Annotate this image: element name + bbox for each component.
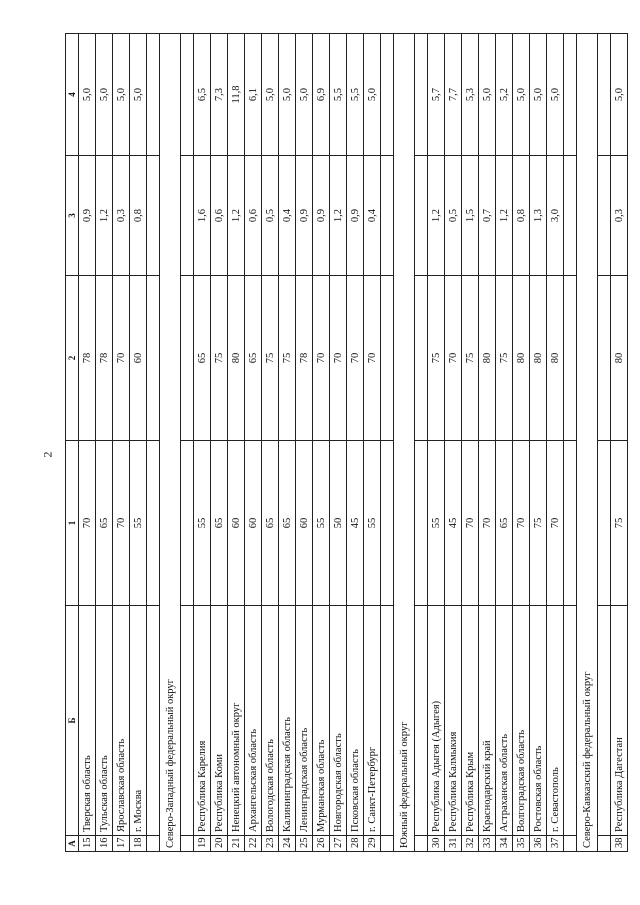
column-header: Б: [66, 606, 79, 836]
region-name: Вологодская область: [262, 606, 279, 836]
region-name: Ярославская область: [113, 606, 130, 836]
value-col-4: 5,3: [462, 34, 479, 156]
column-header: 2: [66, 276, 79, 441]
region-name: Тверская область: [79, 606, 96, 836]
value-col-2: 70: [113, 276, 130, 441]
table-row: [113, 34, 130, 852]
row-number: 36: [530, 836, 547, 852]
row-number: 38: [611, 836, 628, 852]
row-number: 19: [194, 836, 211, 852]
table-row: [330, 34, 347, 852]
region-name: г. Москва: [130, 606, 147, 836]
value-col-2: 65: [245, 276, 262, 441]
row-number: 22: [245, 836, 262, 852]
region-name: Республика Адыгея (Адыгея): [428, 606, 445, 836]
value-col-4: 5,0: [262, 34, 279, 156]
value-col-1: 55: [313, 441, 330, 606]
row-number: 32: [462, 836, 479, 852]
value-col-4: 5,0: [130, 34, 147, 156]
value-col-1: 50: [330, 441, 347, 606]
value-col-2: 75: [428, 276, 445, 441]
value-col-4: 5,0: [79, 34, 96, 156]
value-col-4: 5,0: [547, 34, 564, 156]
row-number: 27: [330, 836, 347, 852]
value-col-3: 0,8: [513, 156, 530, 276]
value-col-1: 70: [113, 441, 130, 606]
value-col-3: 0,5: [445, 156, 462, 276]
spacer-row: [381, 34, 394, 852]
row-number: 26: [313, 836, 330, 852]
empty-cell: [147, 606, 160, 836]
value-col-1: 65: [262, 441, 279, 606]
value-col-1: 70: [513, 441, 530, 606]
table-row: [445, 34, 462, 852]
table-container: [65, 34, 625, 852]
spacer-row: [598, 34, 611, 852]
section-row: [160, 34, 181, 852]
value-col-2: 65: [194, 276, 211, 441]
value-col-2: 70: [364, 276, 381, 441]
value-col-1: 70: [462, 441, 479, 606]
value-col-3: 1,2: [428, 156, 445, 276]
region-name: Ленинградская область: [296, 606, 313, 836]
value-col-4: 5,0: [296, 34, 313, 156]
region-name: Новгородская область: [330, 606, 347, 836]
table-row: [313, 34, 330, 852]
region-name: Архангельская область: [245, 606, 262, 836]
table-row: [296, 34, 313, 852]
section-title: Северо-Западный федеральный округ: [160, 34, 181, 852]
page-number: 2: [40, 451, 55, 458]
value-col-3: 0,9: [313, 156, 330, 276]
value-col-3: 0,4: [279, 156, 296, 276]
empty-cell: [598, 34, 611, 156]
region-name: Астраханская область: [496, 606, 513, 836]
row-number: 35: [513, 836, 530, 852]
section-title: Северо-Кавказский федеральный округ: [577, 34, 598, 852]
empty-cell: [381, 606, 394, 836]
value-col-3: 1,6: [194, 156, 211, 276]
region-name: Ростовская область: [530, 606, 547, 836]
empty-cell: [147, 276, 160, 441]
empty-cell: [415, 836, 428, 852]
value-col-2: 80: [513, 276, 530, 441]
region-name: Республика Дагестан: [611, 606, 628, 836]
empty-cell: [598, 276, 611, 441]
value-col-1: 75: [611, 441, 628, 606]
empty-cell: [564, 606, 577, 836]
empty-cell: [415, 34, 428, 156]
section-title: Южный федеральный округ: [394, 34, 415, 852]
row-number: 28: [347, 836, 364, 852]
value-col-3: 0,5: [262, 156, 279, 276]
value-col-4: 6,9: [313, 34, 330, 156]
region-name: г. Санкт-Петербург: [364, 606, 381, 836]
empty-cell: [415, 606, 428, 836]
empty-cell: [415, 441, 428, 606]
empty-cell: [598, 441, 611, 606]
value-col-2: 80: [547, 276, 564, 441]
value-col-2: 70: [330, 276, 347, 441]
table-row: [496, 34, 513, 852]
value-col-1: 60: [296, 441, 313, 606]
value-col-3: 0,9: [347, 156, 364, 276]
value-col-1: 60: [245, 441, 262, 606]
value-col-4: 5,0: [530, 34, 547, 156]
value-col-2: 70: [347, 276, 364, 441]
value-col-2: 70: [445, 276, 462, 441]
region-name: Краснодарский край: [479, 606, 496, 836]
value-col-1: 55: [194, 441, 211, 606]
value-col-2: 75: [279, 276, 296, 441]
row-number: 17: [113, 836, 130, 852]
value-col-4: 5,0: [364, 34, 381, 156]
value-col-1: 65: [496, 441, 513, 606]
table-row: [245, 34, 262, 852]
header-row: [66, 34, 79, 852]
spacer-row: [181, 34, 194, 852]
row-number: 29: [364, 836, 381, 852]
value-col-1: 65: [211, 441, 228, 606]
value-col-2: 70: [313, 276, 330, 441]
empty-cell: [181, 276, 194, 441]
empty-cell: [181, 441, 194, 606]
row-number: 30: [428, 836, 445, 852]
empty-cell: [147, 836, 160, 852]
value-col-4: 5,2: [496, 34, 513, 156]
empty-cell: [564, 836, 577, 852]
row-number: 20: [211, 836, 228, 852]
value-col-3: 0,3: [113, 156, 130, 276]
value-col-3: 1,2: [228, 156, 245, 276]
value-col-4: 5,5: [347, 34, 364, 156]
table-row: [364, 34, 381, 852]
value-col-2: 80: [228, 276, 245, 441]
empty-cell: [381, 276, 394, 441]
value-col-2: 78: [79, 276, 96, 441]
empty-cell: [564, 276, 577, 441]
table-row: [462, 34, 479, 852]
column-header: 3: [66, 156, 79, 276]
empty-cell: [147, 441, 160, 606]
column-header: А: [66, 836, 79, 852]
row-number: 31: [445, 836, 462, 852]
table-row: [611, 34, 628, 852]
row-number: 37: [547, 836, 564, 852]
value-col-3: 1,2: [496, 156, 513, 276]
value-col-4: 5,5: [330, 34, 347, 156]
value-col-2: 75: [462, 276, 479, 441]
value-col-3: 1,3: [530, 156, 547, 276]
row-number: 21: [228, 836, 245, 852]
value-col-4: 5,0: [611, 34, 628, 156]
empty-cell: [181, 836, 194, 852]
value-col-4: 7,3: [211, 34, 228, 156]
value-col-2: 78: [296, 276, 313, 441]
region-name: Тульская область: [96, 606, 113, 836]
value-col-1: 70: [479, 441, 496, 606]
value-col-1: 70: [79, 441, 96, 606]
region-name: Республика Карелия: [194, 606, 211, 836]
value-col-1: 75: [530, 441, 547, 606]
value-col-4: 7,7: [445, 34, 462, 156]
empty-cell: [598, 836, 611, 852]
table-row: [79, 34, 96, 852]
value-col-1: 55: [428, 441, 445, 606]
value-col-4: 5,0: [279, 34, 296, 156]
spacer-row: [147, 34, 160, 852]
value-col-1: 65: [96, 441, 113, 606]
value-col-4: 6,1: [245, 34, 262, 156]
value-col-2: 60: [130, 276, 147, 441]
empty-cell: [564, 441, 577, 606]
row-number: 15: [79, 836, 96, 852]
value-col-3: 0,9: [79, 156, 96, 276]
table-row: [96, 34, 113, 852]
value-col-1: 70: [547, 441, 564, 606]
value-col-2: 80: [611, 276, 628, 441]
table-row: [262, 34, 279, 852]
empty-cell: [147, 34, 160, 156]
value-col-1: 55: [130, 441, 147, 606]
value-col-1: 45: [347, 441, 364, 606]
table-row: [547, 34, 564, 852]
value-col-3: 1,5: [462, 156, 479, 276]
table-row: [130, 34, 147, 852]
region-name: Псковская область: [347, 606, 364, 836]
empty-cell: [415, 156, 428, 276]
value-col-3: 0,7: [479, 156, 496, 276]
row-number: 24: [279, 836, 296, 852]
value-col-3: 0,3: [611, 156, 628, 276]
empty-cell: [564, 156, 577, 276]
value-col-1: 60: [228, 441, 245, 606]
value-col-4: 5,7: [428, 34, 445, 156]
row-number: 16: [96, 836, 113, 852]
spacer-row: [564, 34, 577, 852]
value-col-1: 45: [445, 441, 462, 606]
value-col-3: 0,9: [296, 156, 313, 276]
value-col-3: 1,2: [96, 156, 113, 276]
regions-table: [65, 33, 628, 852]
table-row: [228, 34, 245, 852]
table-row: [194, 34, 211, 852]
table-row: [211, 34, 228, 852]
rotated-page: [65, 34, 625, 852]
region-name: Волгоградская область: [513, 606, 530, 836]
section-row: [394, 34, 415, 852]
table-row: [428, 34, 445, 852]
value-col-3: 3,0: [547, 156, 564, 276]
section-row: [577, 34, 598, 852]
value-col-4: 5,0: [96, 34, 113, 156]
empty-cell: [415, 276, 428, 441]
empty-cell: [598, 606, 611, 836]
value-col-3: 0,8: [130, 156, 147, 276]
region-name: Республика Крым: [462, 606, 479, 836]
empty-cell: [181, 606, 194, 836]
value-col-1: 55: [364, 441, 381, 606]
empty-cell: [147, 156, 160, 276]
table-row: [347, 34, 364, 852]
region-name: Республика Калмыкия: [445, 606, 462, 836]
empty-cell: [381, 34, 394, 156]
value-col-4: 11,8: [228, 34, 245, 156]
value-col-2: 75: [211, 276, 228, 441]
value-col-2: 75: [262, 276, 279, 441]
table-row: [279, 34, 296, 852]
row-number: 18: [130, 836, 147, 852]
value-col-4: 5,0: [479, 34, 496, 156]
region-name: Мурманская область: [313, 606, 330, 836]
column-header: 1: [66, 441, 79, 606]
table-row: [479, 34, 496, 852]
region-name: Ненецкий автономный округ: [228, 606, 245, 836]
row-number: 33: [479, 836, 496, 852]
value-col-2: 80: [530, 276, 547, 441]
empty-cell: [181, 156, 194, 276]
value-col-3: 0,6: [211, 156, 228, 276]
empty-cell: [181, 34, 194, 156]
region-name: Калининградская область: [279, 606, 296, 836]
row-number: 23: [262, 836, 279, 852]
empty-cell: [381, 156, 394, 276]
empty-cell: [381, 836, 394, 852]
column-header: 4: [66, 34, 79, 156]
value-col-1: 65: [279, 441, 296, 606]
region-name: г. Севастополь: [547, 606, 564, 836]
value-col-4: 5,0: [113, 34, 130, 156]
value-col-2: 80: [479, 276, 496, 441]
value-col-4: 6,5: [194, 34, 211, 156]
value-col-3: 1,2: [330, 156, 347, 276]
empty-cell: [381, 441, 394, 606]
empty-cell: [564, 34, 577, 156]
region-name: Республика Коми: [211, 606, 228, 836]
empty-cell: [598, 156, 611, 276]
value-col-3: 0,6: [245, 156, 262, 276]
value-col-2: 75: [496, 276, 513, 441]
value-col-2: 78: [96, 276, 113, 441]
spacer-row: [415, 34, 428, 852]
value-col-3: 0,4: [364, 156, 381, 276]
table-row: [530, 34, 547, 852]
value-col-4: 5,0: [513, 34, 530, 156]
row-number: 25: [296, 836, 313, 852]
row-number: 34: [496, 836, 513, 852]
table-row: [513, 34, 530, 852]
